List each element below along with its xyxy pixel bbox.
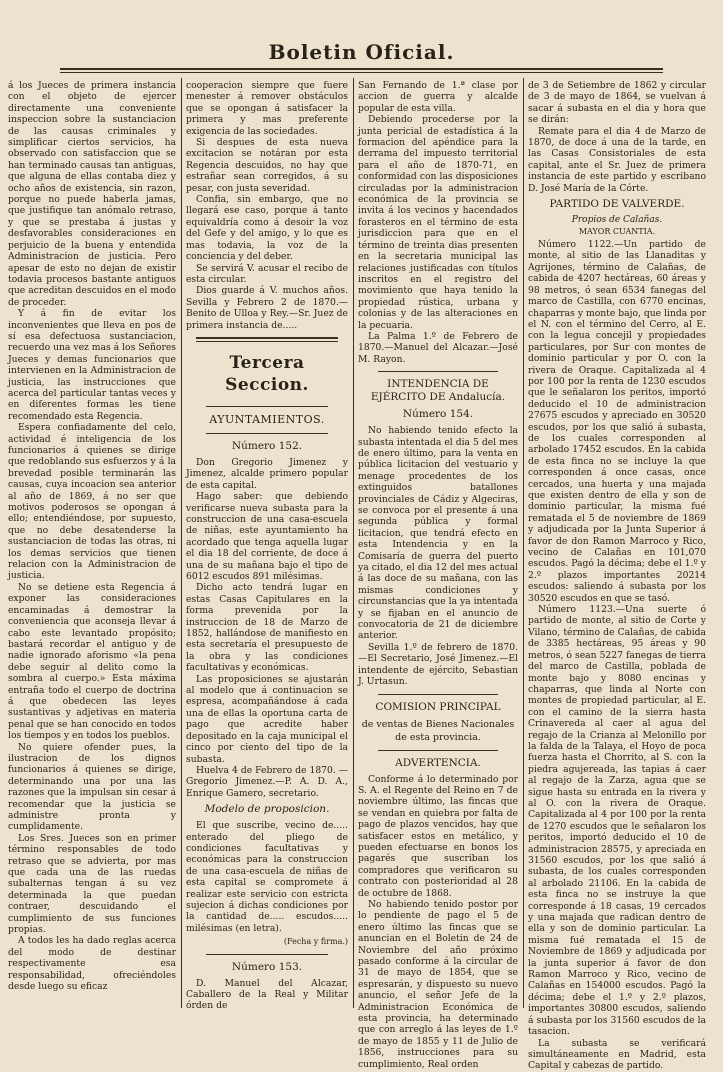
paragraph: No quiere ofender pues, la ilustracion de los dignos funcionarios á quienes se dirige, determinando una por una las razones que la impulsan sin cesar á recomendar que la justicia se administre pronta y cumplidamente.	[8, 741, 176, 833]
paragraph: Las proposiciones se ajustarán al modelo que á continuacion se espresa, acompañándose á cada una de ellas la oportuna carta de pago que acredite haber depositado en la caja municipal el cinco por ciento del tipo de la subasta.	[186, 673, 348, 765]
paragraph: Conforme á lo determinado por S. A. el Regente del Reino en 7 de noviembre último, las fincas que se vendan en quiebra por falta de pago de plazos vencidos, hay que satisfacer estos en metálico, y pueden efectuarse en bonos los pagarés que suscriban los compradores que verificaron su contrato con posterioridad al 28 de octubre de 1868.	[358, 773, 518, 899]
paragraph: Don Gregorio Jimenez y Jimenez, alcalde primero popular de esta capital.	[186, 456, 348, 491]
heading-number-154: Número 154.	[402, 408, 474, 421]
signature-line: Sevilla 1.º de febrero de 1870.—El Secretario, José Jimenez.—El intendente de ejército, Sebastian J. Urtasun.	[358, 641, 518, 688]
heading-comision: COMISION PRINCIPAL	[375, 700, 501, 713]
subheading-comision: de ventas de Bienes Nacionales de esta provincia.	[361, 718, 515, 743]
divider	[206, 406, 328, 407]
heading-modelo: Modelo de proposicion.	[204, 803, 330, 816]
heading-ayuntamientos: AYUNTAMIENTOS.	[209, 412, 325, 426]
paragraph: Y á fin de evitar los inconvenientes que lleva en pos de sí esa defectuosa sustanciacion, recuerdo una vez mas á los Señores Jueces y demas funcionarios que intervienen en la Administracion de justicia, las instrucciones que acerca del particular tantas veces y en diferentes formas les tiene recomendado esta Regencia.	[8, 308, 176, 422]
paragraph: El que suscribe, vecino de..... enterado del pliego de condiciones facultativas y económicas para la construccion de una casa-escuela de niñas de esta capital se compromete á realizar este servicio con estricta sujecion á dichas condiciones por la cantidad de..... escudos..... milésimas (en letra).	[186, 820, 348, 934]
heading-partido: PARTIDO DE VALVERDE.	[549, 198, 685, 211]
paragraph: La subasta se verificará simultáneamente en Madrid, esta Capital y cabezas de partido.	[528, 1037, 706, 1072]
divider	[378, 371, 498, 372]
paragraph: No se detiene esta Regencia á exponer las consideraciones encaminadas á demostrar la conveniencia que aconseja llevar á cabo este levantado propósito; bastará recordar el antiguo y de nadie ignorado aforismo «la pena debe seguir al delito como la sombra al cuerpo.» Esta máxima entraña todo el cuerpo de doctrina á que obedecen las leyes sustantivas y adjetivas en materia penal que se han conocido en todos los tiempos y en todos los pueblos.	[8, 581, 176, 742]
paragraph: Espera confiadamente del celo, actividad é inteligencia de los funcionarios á quienes se dirige que redoblando sus esfuerzos y á la brevedad posible terminarán las causas, cuya incoacion sea anterior al año de 1869, á no ser que motivos poderosos se opongan á ello; entendiéndose, por supuesto, que no debe desatenderse la sustanciacion de todas las otras, ni los demas servicios que tienen relacion con la Administracion de justicia.	[8, 422, 176, 582]
column-divider	[181, 78, 182, 1008]
subheading-mayor-cuantia: MAYOR CUANTIA.	[578, 227, 656, 237]
paragraph: D. Manuel del Alcazar, Caballero de la Real y Militar órden de	[186, 977, 348, 1012]
paragraph: La Palma 1.º de Febrero de 1870.—Manuel del Alcazar.—José M. Rayon.	[358, 330, 518, 365]
heading-number-152: Número 152.	[231, 439, 303, 452]
paragraph: Dios guarde á V. muchos años. Sevilla y Febrero 2 de 1870.— Benito de Ulloa y Rey.—Sr. Juez de primera instancia de.....	[186, 285, 348, 331]
section-rule-thin	[196, 341, 338, 342]
paragraph: Huelva 4 de Febrero de 1870. —Gregorio Jimenez.—P. A. D. A., Enrique Gamero, secretario.	[186, 764, 348, 799]
divider	[378, 750, 498, 751]
subheading-propios: Propios de Calañas.	[571, 215, 663, 226]
paragraph: Si despues de esta nueva excitacion se notáran por esta Regencia descuidos, no hay que estrañar sean corregidos, á su pesar, con justa severidad.	[186, 137, 348, 194]
paragraph: Los Sres. Jueces son en primer término responsables de todo retraso que se advierta, por mas que cada una de las ruedas subalternas tengan á su vez determinada la que puedan contraer, descuidando el cumplimiento de sus funciones propias.	[8, 832, 176, 936]
divider	[378, 694, 498, 695]
column-4	[528, 80, 706, 1072]
paragraph: Se servirá V. acusar el recibo de esta circular.	[186, 262, 348, 285]
paragraph: de 3 de Setiembre de 1862 y circular de 3 de mayo de 1864, se vuelvan á sacar á subasta en el dia y hora que se dirán:	[528, 80, 706, 126]
column-1	[8, 80, 176, 1015]
paragraph: Remate para el dia 4 de Marzo de 1870, de doce á una de la tarde, en las Casas Consistoriales de esta capital, ante el Sr. Juez de primera instancia de este partido y escribano D. José María de la Córte.	[528, 125, 706, 194]
divider	[206, 954, 328, 955]
column-2	[186, 80, 348, 1015]
paragraph: No habiendo tenido efecto la subasta intentada el dia 5 del mes de enero último, para la venta en pública licitacion del vestuario y menage procedentes de los extinguidos batallones provinciales de Cádiz y Algeciras, se convoca por el presente á una segunda pública y formal licitacion, que tendrá efecto en esta Intendencia y en la Comisaría de guerra del puerto ya citado, el dia 12 del mes actual á las doce de su mañana, con las mismas condiciones y circunstancias que la ya intentada y se fijaban en el anuncio de convocatoria de 21 de diciembre anterior.	[358, 425, 518, 642]
paragraph: Número 1122.—Un partido de monte, al sitio de las Llanaditas y Agrijones, término de Calañas, de cabida de 4207 hectáreas, 60 áreas y 98 metros, ó sean 6534 fanegas del marco de Castilla, con 6770 encinas, chaparras y monte bajo, que linda por el N. con el término del Cerro, al E. con la legua concejil y propiedades particulares, por Sur con montes de dominio particular y por O. con la rivera de Oraque. Capitalizada al 4 por 100 por la renta de 1230 escudos que le señalaron los peritos, importó deducido el 10 de administracion 27675 escudos y apreciado en 30520 escudos, por los que salió á subasta, de los cuales corresponden al arbolado 17452 escudos. En la cabida de esta finca no se incluye la que corresponden á once casas, once cercados, una huerta y una majada que existen dentro de ella y son de dominio particular, la misma fué rematada el 5 de noviembre de 1869 y adjudicada por la Junta Superior á favor de don Ramon Marroco y Rico, vecino de Calañas en 101,070 escudos. Pagó la décima; debe el 1.º y 2.º plazos importantes 20214 escudos: saliendo á subasta por los 30520 escudos en que se tasó.	[528, 239, 706, 604]
signature-note: (Fecha y firma.)	[283, 937, 348, 947]
masthead-title: Boletin Oficial.	[268, 40, 455, 64]
section-rule	[196, 337, 338, 339]
paragraph: Dicho acto tendrá lugar en estas Casas Capitulares en la forma prevenida por la instruccion de 18 de Marzo de 1852, hallándose de manifiesto en esta secretaría el presupuesto de la obra y las condiciones facultativas y económicas.	[186, 582, 348, 674]
paragraph: Hago saber: que debiendo verificarse nueva subasta para la construccion de una casa-escuela de niñas, este ayuntamiento ha acordado que tenga aquella lugar el dia 18 del corriente, de doce á una de su mañana bajo el tipo de 6012 escudos 891 milésimas.	[186, 491, 348, 582]
paragraph: Número 1123.—Una suerte ó partido de monte, al sitio de Corte y Vilano, término de Calañas, de cabida de 3385 hectáreas, 95 áreas y 90 metros, ó sean 5227 fanegas de tierra del marco de Castilla, poblada de monte bajo y 8080 encinas y chaparras, que linda al Norte con montes de propiedad particular, al E. con el camino de la sierra hasta Crinavereda al caer al agua del regajo de la Crianza al Melonillo por la falda de la Talaya, el Hoyo de poca fuerza hasta el Chorrito, al S. con la piedra agujereada, las tapias á caer al regajo de la Zarza, agua que se sigue hasta su entrada en la rivera y al O. con la rivera de Oraque. Capitalizada al 4 por 100 por la renta de 1270 escudos que le señalaron los peritos, importó deducido el 10 de administracion 28575, y apreciada en 31560 escudos, por los que salió á subasta, de los cuales corresponden al arbolado 21106. En la cabida de esta finca no se instruye la que corresponde á 18 casas, 19 cercados y una majada que radican dentro de ella y son de dominio particular. La misma fué rematada el 15 de Noviembre de 1869 y adjudicada por la junta superior á favor de don Ramon Marroco y Rico, vecino de Calañas en 154000 escudos. Pagó la décima; debe el 1.º y 2.º plazos, importantes 30800 escudos, saliendo á subasta por los 31560 escudos de la tasacion.	[528, 604, 706, 1038]
paragraph: A todos les ha dado reglas acerca del modo de destinar respectivamente esa responsabilidad, ofreciéndoles desde luego su eficaz	[8, 935, 176, 993]
paragraph: Debiendo procederse por la junta pericial de estadística á la formacion del apéndice para la derrama del impuesto territorial para el año de 1870-71, en conformidad con las disposiciones circuladas por la administracion económica de la provincia se invita á los vecinos y hacendados forasteros en el término de esta jurisdiccion para que en el término de treinta dias presenten en la secretaria municipal las relaciones justificadas con títulos inscritos en el registro del movimiento que haya tenido la propiedad rústica, urbana y colonias y de las alteraciones en la pecuaria.	[358, 114, 518, 331]
paragraph: á los Jueces de primera instancia con el objeto de ejercer directamente una conveniente inspeccion sobre la sustanciacion de las causas criminales y simplificar ciertos servicios, ha observado con satisfaccion que se han terminado causas tan antiguas, que alguna de ellas contaba diez y ocho años de existencia, sin razon, porque no puede haberla jamas, que justifique tan anómalo retraso, y que se prestaba á justas y desfavorables consideraciones en perjuicio de la buena y entendida Administracion de justicia. Pero apesar de esto no dejan de existir todavia procesos bastante antiguos que acreditan descuidos en el modo de proceder.	[8, 80, 176, 308]
column-3	[358, 80, 518, 1070]
paragraph: Confia, sin embargo, que no llegará ese caso, porque á tanto equivaldría como á desoir la voz del Gefe y del amigo, y lo que es mas todavia, la voz de la conciencia y del deber.	[186, 194, 348, 263]
masthead-rule-thin	[60, 72, 663, 73]
column-divider	[353, 78, 354, 1008]
masthead-rule	[60, 68, 663, 70]
paragraph: cooperacion siempre que fuere menester á remover obstáculos que se opongan á satisfacer la primera y mas preferente exigencia de las sociedades.	[186, 80, 348, 137]
column-divider	[523, 78, 524, 1008]
paragraph: San Fernando de 1.ª clase por accion de guerra y alcalde popular de esta villa.	[358, 80, 518, 114]
heading-advertencia: ADVERTENCIA.	[395, 756, 481, 769]
section-title: Tercera Seccion.	[225, 352, 309, 395]
heading-number-153: Número 153.	[231, 960, 303, 973]
heading-intendencia: INTENDENCIA DE EJÉRCITO DE Andalucía.	[370, 378, 506, 404]
paragraph: No habiendo tenido postor por lo pendiente de pago el 5 de enero último las fincas que se anuncian en el Boletin de 24 de Noviembre del año próximo pasado conforme á la circular de 31 de mayo de 1854, que se espresarán, y dispuesto su nuevo anuncio, el señor Jefe de la Administracion Económica de esta provincia, ha determinado que con arreglo á las leyes de 1.º de mayo de 1855 y 11 de Julio de 1856, instrucciones para su cumplimiento, Real orden	[358, 898, 518, 1070]
divider	[206, 433, 328, 434]
